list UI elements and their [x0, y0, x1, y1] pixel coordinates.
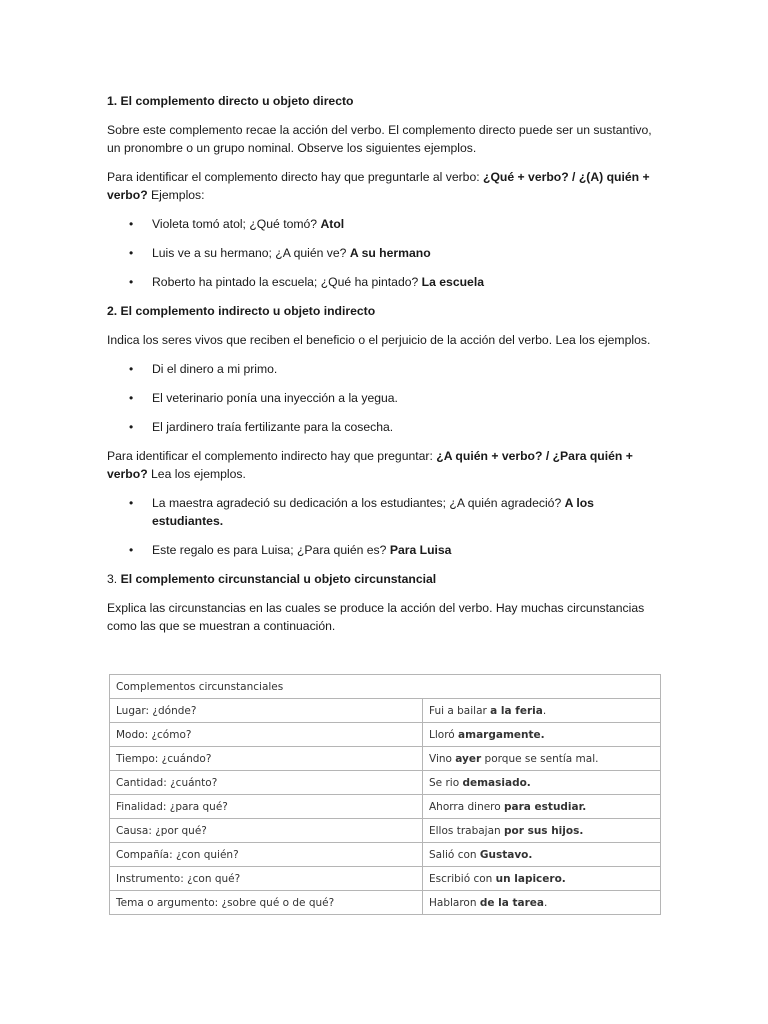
section1-heading: 1. El complemento directo u objeto directo — [107, 94, 354, 108]
section1-question-outro: Ejemplos: — [147, 188, 205, 202]
table-cell-question: Instrumento: ¿con qué? — [110, 867, 423, 891]
list-item: • Roberto ha pintado la escuela; ¿Qué ha pintado? La escuela — [107, 273, 652, 291]
table-header-row — [110, 675, 661, 699]
section3-heading — [107, 570, 652, 588]
section1-paragraph: Sobre este complemento recae la acción del verbo. El complemento directo puede ser un sustantivo, un pronombre o un grupo nominal. Observe los siguientes ejemplos. — [107, 123, 652, 155]
section2-question-intro: Para identificar el complemento indirecto hay que preguntar: — [107, 449, 437, 463]
example-answer: La escuela — [421, 275, 485, 289]
circumstantial-table — [109, 674, 661, 915]
list-item: • Violeta tomó atol; ¿Qué tomó? Atol — [107, 215, 652, 233]
table-row — [110, 843, 661, 867]
section2-question-formula: ¿A quién + verbo? / ¿Para quién + verbo? — [107, 449, 633, 481]
list-item: • La maestra agradeció su dedicación a los estudiantes; ¿A quién agradeció? A los estudiantes. — [107, 494, 652, 530]
table-cell-example: Se rio demasiado. — [423, 771, 661, 795]
table-cell-question: Modo: ¿cómo? — [110, 723, 423, 747]
table-cell-question: Tema o argumento: ¿sobre qué o de qué? — [110, 891, 423, 915]
section1-question-intro: Para identificar el complemento directo hay que preguntarle al verbo: — [107, 170, 483, 184]
example-answer: A los estudiantes. — [152, 496, 594, 528]
table-cell-example: Escribió con un lapicero. — [423, 867, 661, 891]
section1-question-paragraph — [107, 168, 652, 204]
document-content — [107, 92, 652, 646]
table-cell-example: Ellos trabajan por sus hijos. — [423, 819, 661, 843]
table-header: Complementos circunstanciales — [110, 675, 661, 699]
table-row — [110, 819, 661, 843]
example-answer: A su hermano — [349, 246, 431, 260]
table-cell-question: Finalidad: ¿para qué? — [110, 795, 423, 819]
list-item: • El veterinario ponía una inyección a la yegua. — [107, 389, 652, 407]
table-cell-example: Hablaron de la tarea. — [423, 891, 661, 915]
table-cell-question: Compañía: ¿con quién? — [110, 843, 423, 867]
section3-number: 3. — [107, 572, 121, 586]
table-cell-question: Tiempo: ¿cuándo? — [110, 747, 423, 771]
table-row — [110, 867, 661, 891]
list-item: • Luis ve a su hermano; ¿A quién ve? A su hermano — [107, 244, 652, 262]
section1-question-formula: ¿Qué + verbo? / ¿(A) quién + verbo? — [107, 170, 650, 202]
section2-question-paragraph — [107, 447, 652, 483]
section3-title: El complemento circunstancial u objeto circunstancial — [120, 572, 437, 586]
table-row — [110, 747, 661, 771]
table-cell-example: Salió con Gustavo. — [423, 843, 661, 867]
table-row — [110, 891, 661, 915]
example-answer: Para Luisa — [389, 543, 452, 557]
table-cell-example: Ahorra dinero para estudiar. — [423, 795, 661, 819]
section2-heading: 2. El complemento indirecto u objeto indirecto — [107, 304, 376, 318]
section3-paragraph: Explica las circunstancias en las cuales se produce la acción del verbo. Hay muchas circunstancias como las que se muestran a continuación. — [107, 601, 645, 633]
table-cell-example: Lloró amargamente. — [423, 723, 661, 747]
table-row — [110, 699, 661, 723]
table-cell-question: Causa: ¿por qué? — [110, 819, 423, 843]
list-item: • Este regalo es para Luisa; ¿Para quién es? Para Luisa — [107, 541, 652, 559]
table-row — [110, 771, 661, 795]
table-cell-question: Cantidad: ¿cuánto? — [110, 771, 423, 795]
section2-example-list — [107, 360, 652, 436]
section1-example-list — [107, 215, 652, 291]
list-item: • El jardinero traía fertilizante para la cosecha. — [107, 418, 652, 436]
table-cell-example: Vino ayer porque se sentía mal. — [423, 747, 661, 771]
section2-answer-list — [107, 494, 652, 559]
table-row — [110, 723, 661, 747]
table-row — [110, 795, 661, 819]
list-item: • Di el dinero a mi primo. — [107, 360, 652, 378]
table-cell-example: Fui a bailar a la feria. — [423, 699, 661, 723]
example-answer: Atol — [320, 217, 345, 231]
table-cell-question: Lugar: ¿dónde? — [110, 699, 423, 723]
section2-paragraph: Indica los seres vivos que reciben el beneficio o el perjuicio de la acción del verbo. Lea los ejemplos. — [107, 333, 651, 347]
section2-question-outro: Lea los ejemplos. — [147, 467, 246, 481]
